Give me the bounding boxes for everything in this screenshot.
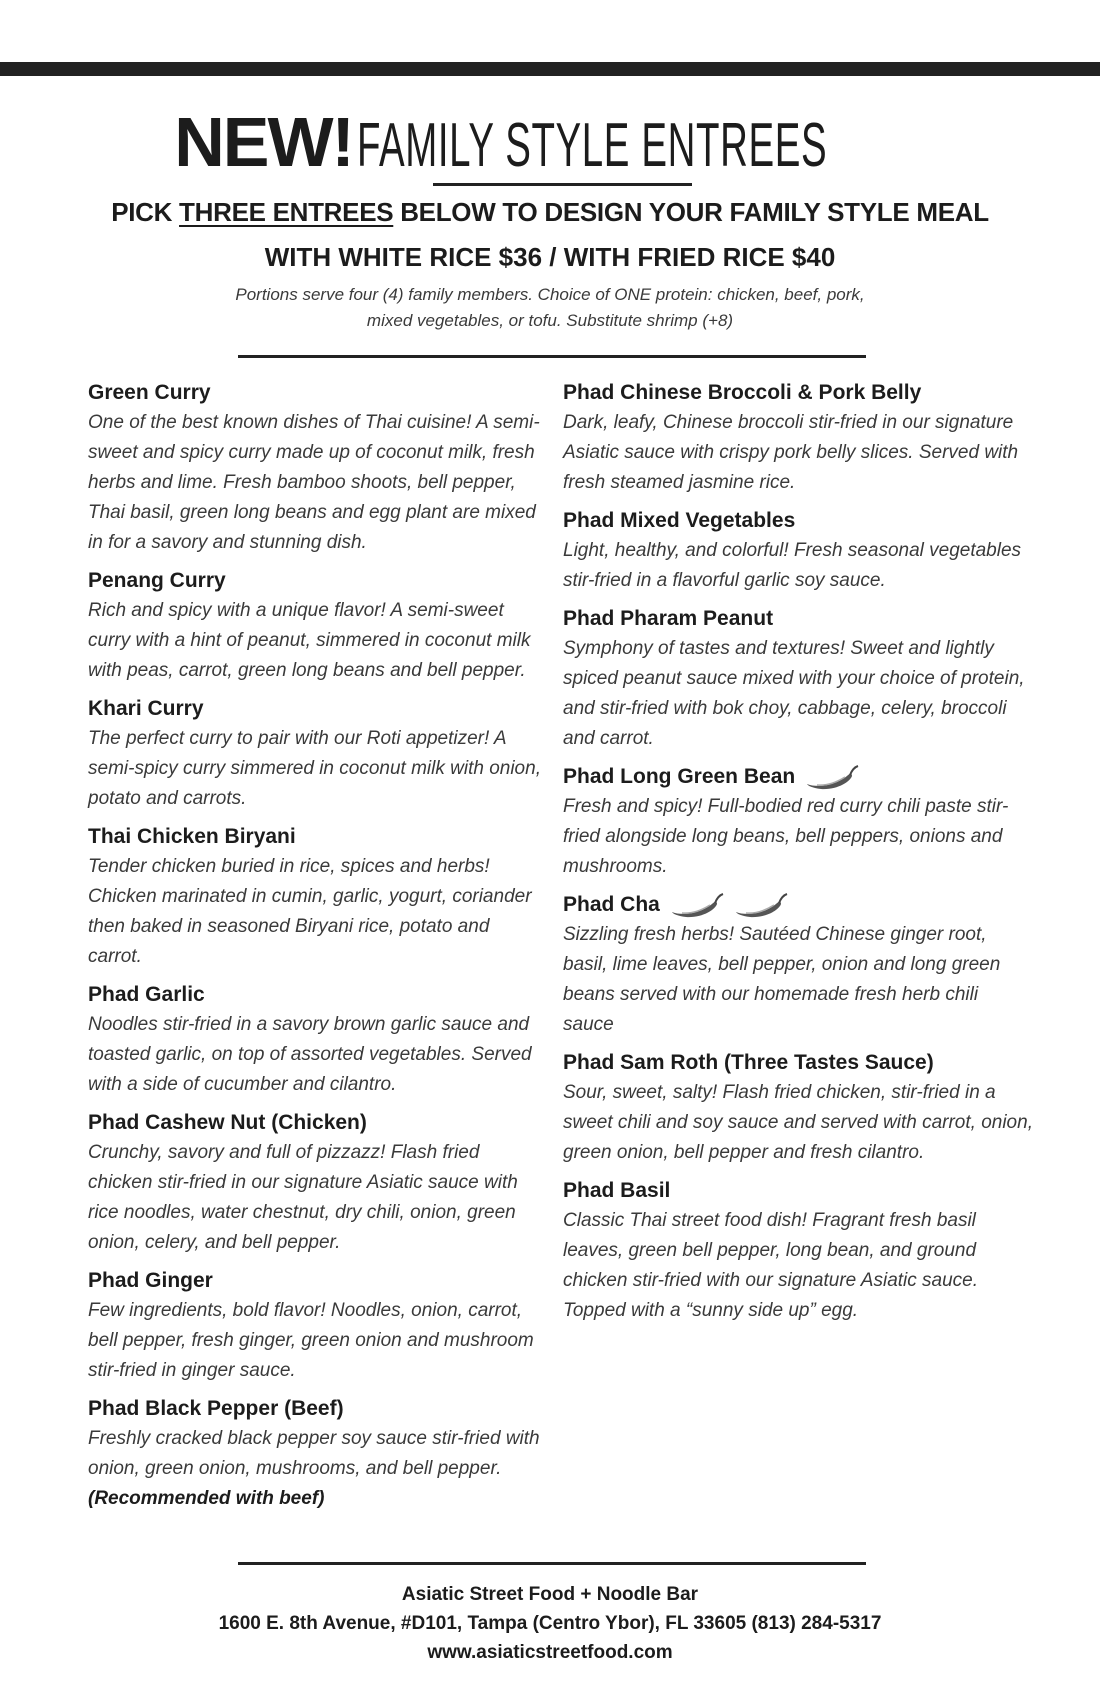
- menu-item: [88, 822, 548, 972]
- menu-item-name-text: Phad Basil: [563, 1179, 671, 1202]
- chili-pepper-icon: [803, 764, 859, 790]
- pick-suffix: BELOW TO DESIGN YOUR FAMILY STYLE MEAL: [393, 197, 989, 227]
- menu-item-name-text: Khari Curry: [88, 697, 204, 720]
- menu-item-name-text: Phad Mixed Vegetables: [563, 509, 796, 532]
- title-divider: [433, 183, 692, 186]
- portions-note: [0, 282, 1100, 334]
- top-border-bar: [0, 62, 1100, 76]
- menu-item-description: [563, 792, 1033, 882]
- menu-item-name: [88, 980, 548, 1010]
- right-entree-column: [563, 378, 1033, 1334]
- chili-pepper-icon: [668, 892, 724, 918]
- menu-item-description-text: Few ingredients, bold flavor! Noodles, onion, carrot, bell pepper, fresh ginger, green onion and mushroom stir-fried in ginger sauce.: [88, 1300, 534, 1381]
- menu-item: [88, 980, 548, 1100]
- menu-item-description: [563, 1078, 1033, 1168]
- menu-item: [563, 890, 1033, 1040]
- menu-item-description-text: Crunchy, savory and full of pizzazz! Flash fried chicken stir-fried in our signature Asiatic sauce with rice noodles, water chestnut, dry chili, onion, green onion, celery, and bell pepper.: [88, 1142, 518, 1253]
- menu-item-name-text: Penang Curry: [88, 569, 226, 592]
- menu-item-description: [88, 1010, 548, 1100]
- menu-item-name: [88, 566, 548, 596]
- menu-item: [563, 506, 1033, 596]
- menu-item: [563, 604, 1033, 754]
- menu-item-description-text: Sizzling fresh herbs! Sautéed Chinese ginger root, basil, lime leaves, bell pepper, onion and long green beans served with our homemade fresh herb chili sauce: [563, 924, 1001, 1035]
- menu-item-description: [88, 596, 548, 686]
- menu-item: [88, 694, 548, 814]
- left-entree-column: [88, 378, 548, 1522]
- menu-item: [88, 1394, 548, 1514]
- menu-item-description-text: Fresh and spicy! Full-bodied red curry chili paste stir-fried alongside long beans, bell peppers, onions and mushrooms.: [563, 796, 1009, 877]
- menu-item: [563, 1176, 1033, 1326]
- menu-item-description-text: Sour, sweet, salty! Flash fried chicken, stir-fried in a sweet chili and soy sauce and served with carrot, onion, green onion, bell pepper and fresh cilantro.: [563, 1082, 1033, 1163]
- menu-item-description-text: The perfect curry to pair with our Roti appetizer! A semi-spicy curry simmered in coconut milk with onion, potato and carrots.: [88, 728, 541, 809]
- menu-item-description-text: Light, healthy, and colorful! Fresh seasonal vegetables stir-fried in a flavorful garlic soy sauce.: [563, 540, 1022, 591]
- menu-item-description-text: Classic Thai street food dish! Fragrant fresh basil leaves, green bell pepper, long bean, and ground chicken stir-fried with our signature Asiatic sauce. Topped with a “sunny side up” egg.: [563, 1210, 979, 1321]
- menu-item-name: [563, 762, 1033, 792]
- menu-item-description: [88, 408, 548, 558]
- section-divider: [238, 355, 866, 358]
- restaurant-address: 1600 E. 8th Avenue, #D101, Tampa (Centro Ybor), FL 33605 (813) 284-5317: [218, 1613, 882, 1634]
- footer: [0, 1580, 1100, 1667]
- menu-item: [563, 1048, 1033, 1168]
- chili-pepper-icon: [732, 892, 788, 918]
- menu-item-description: [563, 408, 1033, 498]
- menu-item-name-text: Phad Ginger: [88, 1269, 213, 1292]
- menu-item-description: [563, 634, 1033, 754]
- menu-item-description: [88, 852, 548, 972]
- menu-item-name: [563, 890, 1033, 920]
- restaurant-website: www.asiaticstreetfood.com: [427, 1642, 673, 1663]
- menu-item-description-text: Noodles stir-fried in a savory brown garlic sauce and toasted garlic, on top of assorted vegetables. Served with a side of cucumber and cilantro.: [88, 1014, 532, 1095]
- menu-item: [88, 1108, 548, 1258]
- menu-item-name: [563, 1176, 1033, 1206]
- menu-item-name: [88, 822, 548, 852]
- menu-item-description: [563, 920, 1033, 1040]
- menu-item-name-text: Thai Chicken Biryani: [88, 825, 296, 848]
- menu-item-description-text: Freshly cracked black pepper soy sauce stir-fried with onion, green onion, mushrooms, and bell pepper.: [88, 1428, 540, 1479]
- menu-item-name: [563, 604, 1033, 634]
- pricing-line: WITH WHITE RICE $36 / WITH FRIED RICE $40: [264, 242, 836, 272]
- menu-item-description: [88, 1424, 548, 1514]
- new-label: NEW!: [174, 103, 353, 181]
- menu-item-name-text: Phad Garlic: [88, 983, 205, 1006]
- menu-item: [88, 378, 548, 558]
- menu-item-name: [563, 378, 1033, 408]
- menu-item-name: [88, 694, 548, 724]
- menu-item-name: [88, 378, 548, 408]
- menu-item-name-text: Phad Pharam Peanut: [563, 607, 774, 630]
- restaurant-name: Asiatic Street Food + Noodle Bar: [401, 1584, 699, 1605]
- menu-item-name: [563, 1048, 1033, 1078]
- menu-item-description-text: Symphony of tastes and textures! Sweet and lightly spiced peanut sauce mixed with your choice of protein, and stir-fried with bok choy, cabbage, celery, broccoli and carrot.: [563, 638, 1025, 749]
- menu-item-description: [563, 536, 1033, 596]
- menu-item-recommendation: (Recommended with beef): [88, 1488, 325, 1509]
- menu-item-description: [88, 1138, 548, 1258]
- pick-underlined: THREE ENTREES: [179, 197, 394, 227]
- menu-item-name-text: Phad Black Pepper (Beef): [88, 1397, 344, 1420]
- menu-item-description-text: Dark, leafy, Chinese broccoli stir-fried in our signature Asiatic sauce with crispy pork belly slices. Served with fresh steamed jasmine rice.: [563, 412, 1019, 493]
- menu-item-name: [88, 1108, 548, 1138]
- menu-item-description-text: Tender chicken buried in rice, spices and herbs! Chicken marinated in cumin, garlic, yogurt, coriander then baked in seasoned Biryani rice, potato and carrot.: [88, 856, 532, 967]
- portions-line-2: mixed vegetables, or tofu. Substitute shrimp (+8): [366, 311, 734, 330]
- menu-item-name-text: Green Curry: [88, 381, 211, 404]
- pick-instruction: [0, 197, 1100, 228]
- menu-item-description-text: Rich and spicy with a unique flavor! A semi-sweet curry with a hint of peanut, simmered in coconut milk with peas, carrot, green long beans and bell pepper.: [88, 600, 531, 681]
- menu-item: [563, 762, 1033, 882]
- menu-item-name-text: Phad Long Green Bean: [563, 765, 796, 788]
- title-text: FAMILY STYLE ENTREES: [357, 111, 828, 180]
- menu-item-description: [88, 724, 548, 814]
- menu-item-description: [563, 1206, 1033, 1326]
- menu-item-name-text: Phad Chinese Broccoli & Pork Belly: [563, 381, 922, 404]
- menu-item-name: [88, 1394, 548, 1424]
- menu-item-name-text: Phad Sam Roth (Three Tastes Sauce): [563, 1051, 934, 1074]
- menu-item: [88, 566, 548, 686]
- menu-item-name-text: Phad Cashew Nut (Chicken): [88, 1111, 367, 1134]
- menu-item-description: [88, 1296, 548, 1386]
- menu-item: [563, 378, 1033, 498]
- menu-item-description-text: One of the best known dishes of Thai cuisine! A semi-sweet and spicy curry made up of coconut milk, fresh herbs and lime. Fresh bamboo shoots, bell pepper, Thai basil, green long beans and egg plant are mixed in for a savory and stunning dish.: [88, 412, 540, 553]
- page-title: [0, 102, 1100, 182]
- menu-item-name-text: Phad Cha: [563, 893, 660, 916]
- menu-item: [88, 1266, 548, 1386]
- menu-item-name: [88, 1266, 548, 1296]
- portions-line-1: Portions serve four (4) family members. Choice of ONE protein: chicken, beef, pork,: [235, 285, 865, 304]
- pick-prefix: PICK: [111, 197, 180, 227]
- menu-item-name: [563, 506, 1033, 536]
- footer-divider: [238, 1562, 866, 1565]
